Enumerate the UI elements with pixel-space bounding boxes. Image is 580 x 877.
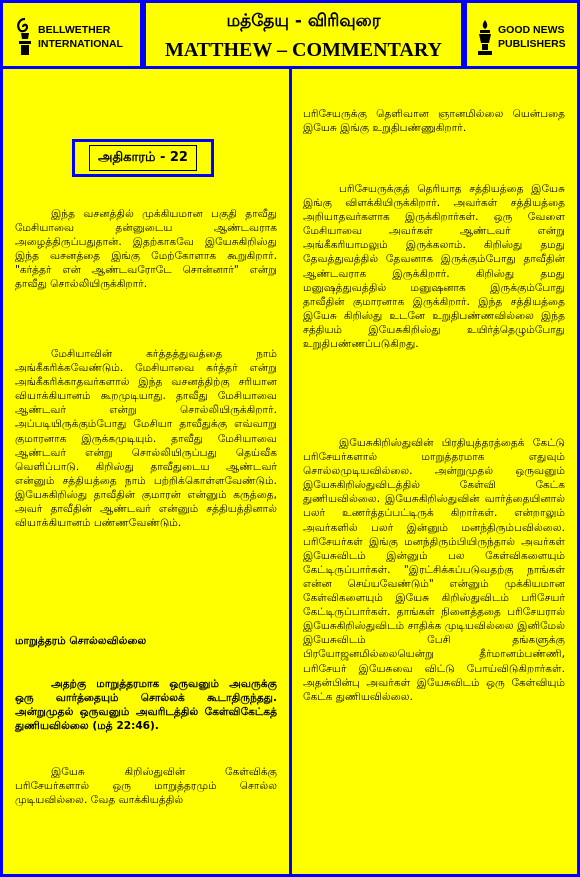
left-column	[0, 66, 292, 877]
right-logo-box	[464, 0, 580, 69]
title-english: MATTHEW – COMMENTARY	[164, 39, 443, 61]
good-news-logo	[475, 17, 574, 57]
scripture-quote: அதற்கு மாறுத்தரமாக ஒருவனும் அவருக்கு ஒரு வார்த்தையும் சொல்லக் கூடாதிருந்தது. அன்றுமுதல் ஒருவனும் அவரிடத்தில் கேள்விகேட்கத் துணியவில்லை (மத் 22:46).	[15, 678, 277, 733]
right-column	[289, 66, 580, 877]
section-heading: மாறுத்தரம் சொல்லவில்லை	[15, 635, 147, 647]
left-logo-text: BELLWETHER INTERNATIONAL	[38, 24, 123, 50]
bellwether-logo	[15, 17, 122, 57]
ram-icon	[15, 17, 35, 57]
paragraph: இயேசுகிறிஸ்துவின் பிரதியுத்தரத்தைக் கேட்டு பரிசேயர்களால் மாறுத்தரமாக எதுவும் சொல்லமுடியவில்லை. அன்றுமுதல் ஒருவனும் இயேசுகிறிஸ்துவிடத்தில் கேள்வி கேட்க துணியவில்லை. இயேசுகிறிஸ்துவின் வார்த்தையினால் பலர் உணர்த்தப்பட்டிருக் கிறார்கள். என்றாலும் அவர்களில் பலர் இன்னும் மனந்திரும்பவில்லை. பரிசேயர்கள் இங்கு மனந்திரும்பியிருந்தால் அவர்கள் இயேசுவிடம் இன்னும் பல கேள்விகளையும் கேட்டிருப்பார்கள். "இரட்சிக்கப்படுவதற்கு நாங்கள் என்ன செய்யவேண்டும்" என்னும் முக்கியமான கேள்விகளையும் இயேசு கிறிஸ்துவிடம் பரிசேயர் கேட்டிருப்பார்கள். தாங்கள் நினைத்ததை பரிசேயரால் இயேசுகிறிஸ்துவிடம் சாதிக்க முடியவில்லை இனிமேல் இயேசுவிடம் பேசி தங்களுக்கு பிரயோஜனமில்லையென்று தீர்மானம்பண்ணி, பரிசேயர் இயேசுவை விட்டு போய்விடுகிறார்கள். அதன்பின்பு அவர்கள் இயேசுவிடம் ஒரு கேள்வியும் கேட்க துணியவில்லை.	[303, 437, 565, 703]
paragraph: பரிசேயருக்குத் தெரியாத சத்தியத்தை இயேசு இங்கு விளக்கியிருக்கிறார். அவர்கள் சத்தியத்தை அறியாதவர்களாக இருக்கிறார்கள். ஒரு வேளை மேசியாவை அவர்கள் ஆண்டவர் என்று அங்கீகரியாமலும் இருக்கலாம். கிறிஸ்து தமது தேவத்துவத்தில் தேவனாக இருக்கும்போது தாவீதின் ஆண்டவராக இருக்கிறார். கிறிஸ்து தமது மனுஷத்துவத்தில் மனுஷனாக இருக்கும்போது தாவீதின் குமாரனாக இருக்கிறார். இந்த சத்தியத்தை இயேசு கிறிஸ்து உடனே உறுதிபண்ணவில்லை இந்த சத்தியம் இயேசுகிறிஸ்து உயிர்த்தெழும்போது உறுதிபண்ணப்படுகிறது.	[303, 183, 565, 351]
title-tamil: மத்தேயு - விரிவுரை	[226, 11, 381, 31]
left-logo-box	[0, 0, 143, 69]
paragraph: மேசியாவின் கர்த்தத்துவத்தை நாம் அங்கீகரிக்கவேண்டும். மேசியாவை கர்த்தர் என்று அங்கீகரிக்காதவர்களால் இந்த வசனத்திற்கு சரியான வியாக்கியானம் கூறமுடியாது. தாவீது மேசியாவை ஆண்டவர் என்று சொல்லியிருக்கிறார். அப்படியிருக்கும்போது மேசியா தாவீதுக்கு எவ்வாறு குமாரனாக இருக்கமுடியும். தாவீது மேசியாவை ஆண்டவர் என்று சொல்லியிருப்பது தெய்வீக வெளிப்பாடு. கிறிஸ்து தாவீதுடைய ஆண்டவர் என்னும் சத்தியத்தை நாம் பற்றிக்கொள்ளவேண்டும். இயேசுகிறிஸ்து தாவீதின் குமாரன் என்னும் கருத்தை, அவர் தாவீதின் ஆண்டவர் என்னும் சத்தியத்தினால் வியாக்கியானம் பண்ணவேண்டும்.	[15, 348, 277, 530]
right-logo-text: GOOD NEWS PUBLISHERS	[498, 24, 566, 50]
paragraph: இந்த வசனத்தில் முக்கியமான பகுதி தாவீது மேசியாவை தன்னுடைய ஆண்டவராக அழைத்திருப்பதுதான். இதற்காகவே இயேசுகிறிஸ்து இந்த வசனத்தை இங்கு மேற்கோளாக கூறுகிறார். "கர்த்தர் என் ஆண்டவரோடே சொன்னார்" என்று தாவீது சொல்லியிருக்கிறார்.	[15, 208, 277, 291]
chapter-box	[72, 139, 214, 177]
chapter-title: அதிகாரம் - 22	[89, 145, 197, 171]
title-box	[143, 0, 464, 69]
paragraph: பரிசேயருக்கு தெளிவான ஞானமில்லை யென்பதை இயேசு இங்கு உறுதிபண்ணுகிறார்.	[303, 108, 565, 135]
paragraph: இயேசு கிறிஸ்துவின் கேள்விக்கு பரிசேயர்களால் ஒரு மாறுத்தரமும் சொல்ல முடியவில்லை. வேத வாக்கியத்தில்	[15, 766, 277, 807]
lamp-icon	[475, 17, 495, 57]
